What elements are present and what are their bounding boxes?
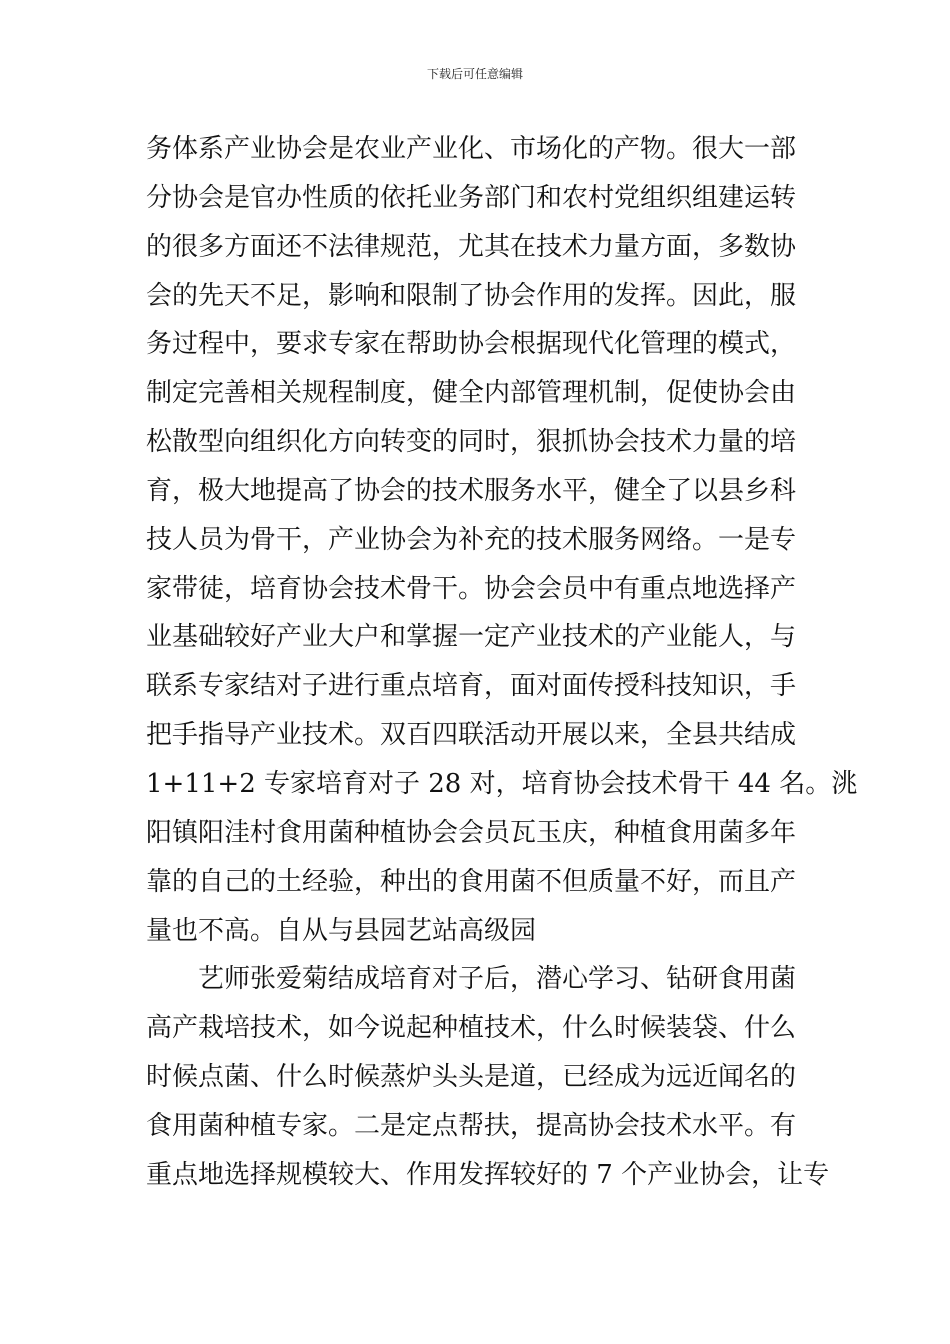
- text-line: 制定完善相关规程制度，健全内部管理机制，促使协会由: [146, 378, 797, 409]
- text-line: 把手指导产业技术。双百四联活动开展以来，全县共结成: [146, 720, 797, 751]
- text-line: 联系专家结对子进行重点培育，面对面传授科技知识，手: [146, 671, 797, 702]
- text-line: 高产栽培技术，如今说起种植技术，什么时候装袋、什么: [146, 1013, 797, 1044]
- text-line: 时候点菌、什么时候蒸炉头头是道，已经成为远近闻名的: [146, 1062, 797, 1093]
- text-line: 量也不高。自从与县园艺站高级园: [146, 915, 537, 946]
- text-line: 务过程中，要求专家在帮助协会根据现代化管理的模式，: [146, 329, 797, 360]
- body-text: [146, 125, 858, 1200]
- text-line: 家带徒，培育协会技术骨干。协会会员中有重点地选择产: [146, 573, 797, 604]
- text-line: 阳镇阳洼村食用菌种植协会会员瓦玉庆，种植食用菌多年: [146, 817, 797, 848]
- paragraph-first-line: 艺师张爱菊结成培育对子后，潜心学习、钻研食用菌: [198, 964, 797, 995]
- text-line: 技人员为骨干，产业协会为补充的技术服务网络。一是专: [146, 524, 797, 555]
- text-line: 育，极大地提高了协会的技术服务水平，健全了以县乡科: [146, 475, 797, 506]
- text-line: 重点地选择规模较大、作用发挥较好的 7 个产业协会，让专: [146, 1159, 830, 1190]
- text-line: 会的先天不足，影响和限制了协会作用的发挥。因此，服: [146, 280, 797, 311]
- text-line: 松散型向组织化方向转变的同时，狠抓协会技术力量的培: [146, 427, 797, 458]
- text-line: 分协会是官办性质的依托业务部门和农村党组织组建运转: [146, 182, 797, 213]
- text-line: 务体系产业协会是农业产业化、市场化的产物。很大一部: [146, 134, 797, 164]
- text-line: 的很多方面还不法律规范，尤其在技术力量方面，多数协: [146, 231, 797, 262]
- text-line: 1+11+2 专家培育对子 28 对，培育协会技术骨干 44 名。洮: [146, 768, 858, 799]
- page-header: 下载后可任意编辑: [426, 67, 523, 81]
- text-line: 业基础较好产业大户和掌握一定产业技术的产业能人，与: [146, 622, 797, 653]
- text-line: 食用菌种植专家。二是定点帮扶，提高协会技术水平。有: [146, 1110, 797, 1141]
- text-line: 靠的自己的土经验，种出的食用菌不但质量不好，而且产: [146, 866, 797, 897]
